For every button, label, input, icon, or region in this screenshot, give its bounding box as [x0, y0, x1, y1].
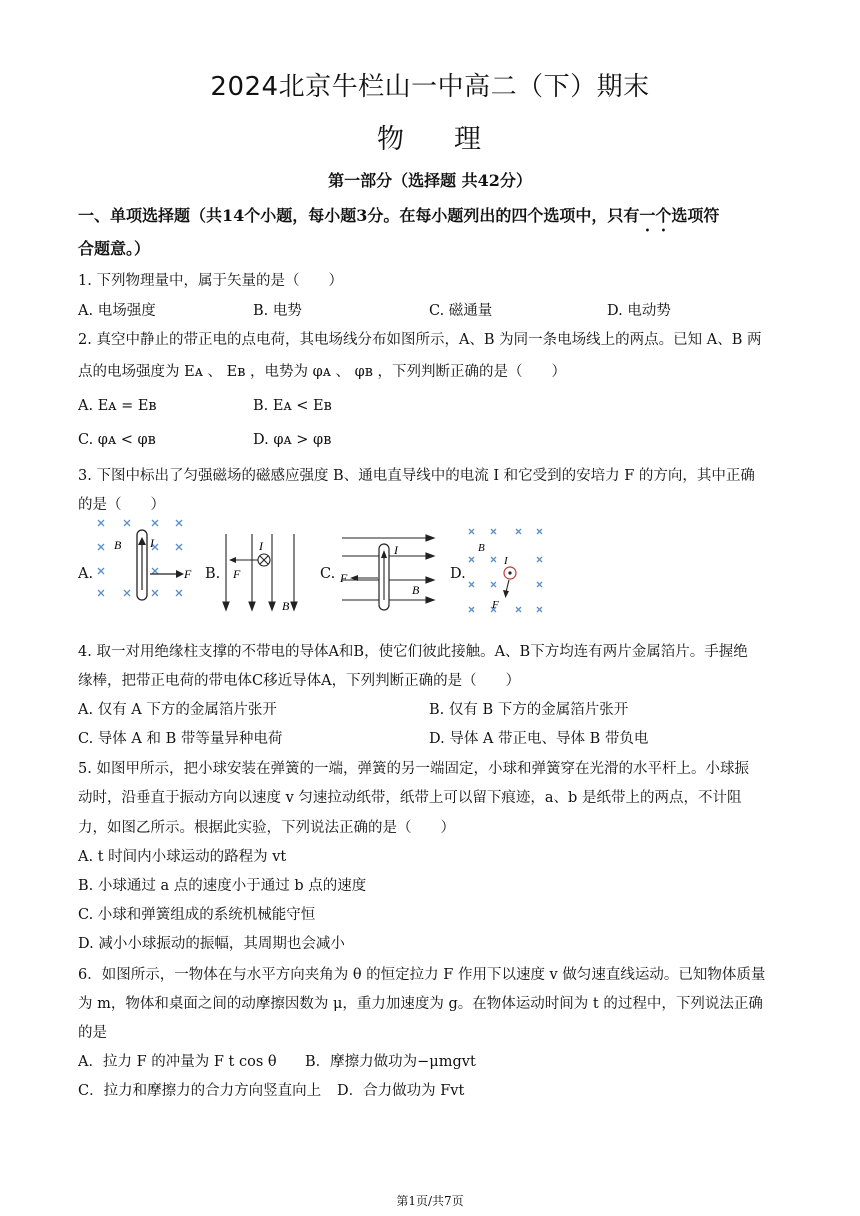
label-I: I: [259, 539, 263, 553]
subject-heading: [0, 117, 860, 156]
label-B: B: [412, 583, 420, 597]
section-text-a: 一、单项选择题（共14个小题，每小题3分。在每小题列出的四个选项中，只有: [78, 206, 640, 225]
page-number: 第1页/共7页: [396, 1194, 464, 1208]
q4-stem-line1: 4. 取一对用绝缘柱支撑的不带电的导体A和B，使它们彼此接触。A、B下方均连有两片金属箔片。手握绝: [78, 644, 748, 660]
q1-option-c: C. 磁通量: [429, 303, 493, 319]
q6-stem-line3: 的是: [78, 1025, 107, 1041]
q5-option-d: D. 减小小球振动的振幅，其周期也会减小: [78, 936, 345, 952]
label-I: I: [150, 536, 154, 550]
q3-figure-a: [92, 518, 198, 622]
q2-option-c: C. φᴀ < φʙ: [78, 432, 156, 448]
q5-stem-line1: 5. 如图甲所示，把小球安装在弹簧的一端，弹簧的另一端固定，小球和弹簧穿在光滑的水平杆上。小球振: [78, 761, 749, 777]
q1-option-b: B. 电势: [253, 303, 302, 319]
q5-stem-line3: 力，如图乙所示。根据此实验，下列说法正确的是（ ）: [78, 820, 455, 836]
label-F: F: [340, 571, 348, 585]
q2-option-b: B. Eᴀ < Eʙ: [253, 398, 332, 414]
q4-option-a: A. 仅有 A 下方的金属箔片张开: [78, 702, 277, 718]
magnetic-field-crosses: [98, 520, 182, 596]
q1-option-d: D. 电动势: [607, 303, 671, 319]
q3-option-b: B.: [205, 566, 221, 582]
label-B: B: [282, 599, 290, 613]
section-emphasis: 一个: [639, 206, 672, 225]
q3-option-d: D.: [450, 566, 466, 582]
q1-option-a: A. 电场强度: [78, 303, 156, 319]
q3-stem-line1: 3. 下图中标出了匀强磁场的磁感应强度 B、通电直导线中的电流 I 和它受到的安培力 F 的方向，其中正确: [78, 468, 755, 484]
q6-stem-line2: 为 m，物体和桌面之间的动摩擦因数为 μ，重力加速度为 g。在物体运动时间为 t 的过程中，下列说法正确: [78, 996, 763, 1012]
q2-stem-line2: 点的电场强度为 Eᴀ 、 Eʙ ，电势为 φᴀ 、 φʙ ，下列判断正确的是（ ）: [78, 364, 567, 380]
q3-figure-c: [336, 528, 440, 622]
q2-option-d: D. φᴀ > φʙ: [253, 432, 332, 448]
q5-stem-line2: 动时，沿垂直于振动方向以速度 v 匀速拉动纸带，纸带上可以留下痕迹，a、b 是纸带上的两点，不计阻: [78, 790, 742, 806]
q5-option-c: C. 小球和弹簧组成的系统机械能守恒: [78, 907, 316, 923]
q6-option-d: D．合力做功为 Fvt: [337, 1083, 465, 1099]
q3-stem-line2: 的是（ ）: [78, 497, 165, 513]
exam-title: 2024北京牛栏山一中高二（下）期末: [210, 72, 650, 102]
q3-option-c: C.: [320, 566, 336, 582]
q2-option-a: A. Eᴀ = Eʙ: [78, 398, 157, 414]
q3-option-a: A.: [78, 566, 94, 582]
q1-stem: 1. 下列物理量中，属于矢量的是（ ）: [78, 273, 343, 289]
section-heading-line2: 合题意。）: [78, 239, 151, 258]
q3-figure-b: [220, 530, 300, 620]
q6-option-c: C．拉力和摩擦力的合力方向竖直向上: [78, 1083, 322, 1099]
q6-option-a: A．拉力 F 的冲量为 F t cos θ: [78, 1054, 277, 1070]
label-F: F: [492, 599, 499, 611]
q2-stem-line1: 2. 真空中静止的带正电的点电荷，其电场线分布如图所示，A、B 为同一条电场线上的两点。已知 A、B 两: [78, 332, 762, 348]
q5-option-a: A. t 时间内小球运动的路程为 vt: [78, 849, 287, 865]
q3-figure-d: [466, 526, 550, 622]
label-B: B: [478, 542, 485, 554]
label-B: B: [114, 538, 122, 552]
q6-option-b: B．摩擦力做功为−μmgvt: [305, 1054, 476, 1070]
q4-option-d: D. 导体 A 带正电、导体 B 带负电: [429, 731, 649, 747]
q4-stem-line2: 缘棒，把带正电荷的带电体C移近导体A，下列判断正确的是（ ）: [78, 673, 521, 689]
label-F: F: [184, 567, 192, 581]
subject-char-1: 物: [377, 124, 406, 155]
subject-char-2: 理: [454, 124, 483, 155]
label-I: I: [504, 555, 508, 567]
label-I: I: [394, 543, 398, 557]
q4-option-c: C. 导体 A 和 B 带等量异种电荷: [78, 731, 283, 747]
q4-option-b: B. 仅有 B 下方的金属箔片张开: [429, 702, 629, 718]
q5-option-b: B. 小球通过 a 点的速度小于通过 b 点的速度: [78, 878, 367, 894]
q6-stem-line1: 6．如图所示，一物体在与水平方向夹角为 θ 的恒定拉力 F 作用下以速度 v 做匀速直线运动。已知物体质量: [78, 967, 766, 983]
section-heading-line1: [78, 203, 719, 235]
label-F: F: [233, 567, 241, 581]
section-text-b: 选项符: [671, 206, 720, 225]
part-heading: 第一部分（选择题 共42分）: [328, 171, 532, 190]
